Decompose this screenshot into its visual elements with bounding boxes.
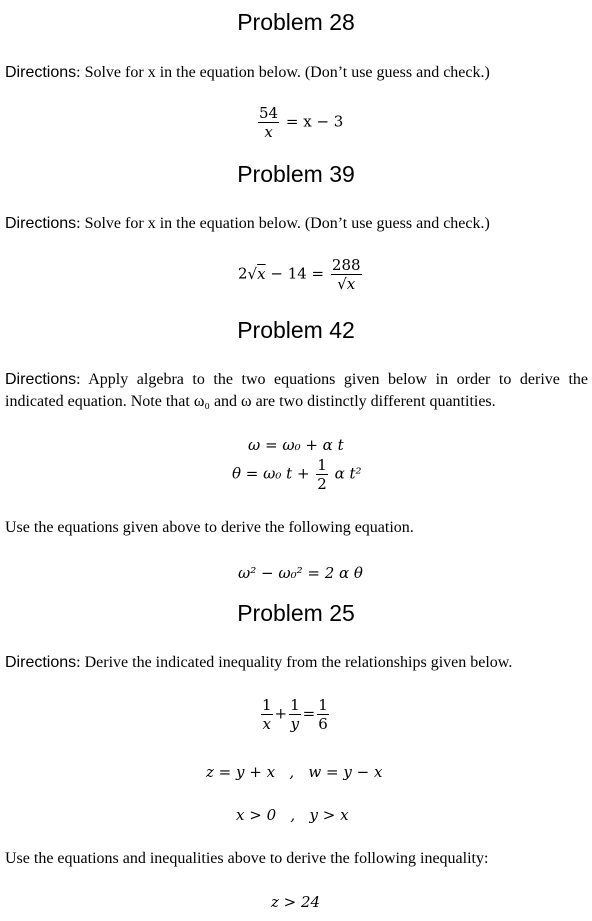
sqrt-x: √x [247,264,266,283]
p28-rhs: = x − 3 [285,112,344,131]
directions-text: : Solve for x in the equation below. (Don’t use guess and check.) [76,64,490,81]
p28-numerator: 54 [259,104,279,122]
p42-eq2-tail: α t² [334,464,362,483]
p42-eq2-lhs: θ = ω₀ t + [232,464,310,483]
problem-28-title: Problem 28 [237,9,355,35]
p42-eq2-num: 1 [317,456,327,474]
problem-25-followup: Use the equations and inequalities above to derive the following inequality: [5,850,489,867]
equation-p25-reciprocals: $\frac{1}{x}$ + $\frac{1}{y}$ = $\frac{1}{6}$ [262,696,328,733]
equation-p39 [238,256,364,293]
equation-p25-relations: z = y + x , w = y − x [206,763,383,781]
equation-p42-1: ω = ω₀ + α t [248,436,344,454]
problem-42-title: Problem 42 [237,317,355,343]
equation-p25-target: z > 24 [271,893,321,911]
problem-42-directions [5,369,588,413]
frac-1y-den: y [290,715,300,733]
directions-text: : Solve for x in the equation below. (Don’t use guess and check.) [76,215,490,232]
frac-1y-num: 1 [290,696,300,714]
problem-25-title: Problem 25 [237,600,355,626]
p39-coef: 2 [238,264,248,283]
equation-p42-target: ω² − ω₀² = 2 α θ [238,564,363,582]
directions-text: : Derive the indicated inequality from the relationships given below. [76,654,513,671]
p39-numerator: 288 [331,256,361,274]
frac-16-den: 6 [318,715,328,733]
equation-p42-2 [232,456,362,493]
equation-p28 [256,104,343,141]
p42-eq2-den: 2 [317,475,327,493]
sqrt-x-denominator: √x [337,275,356,293]
directions-label: Directions [5,654,77,671]
problem-28-directions [5,62,588,84]
problem-39-title: Problem 39 [237,161,355,187]
directions-label: Directions [5,215,77,232]
directions-label: Directions [5,371,77,388]
problem-39-directions [5,213,588,235]
frac-1x-num: 1 [262,696,272,714]
problem-25-directions [5,652,588,674]
frac-1x-den: x [262,715,271,733]
directions-text: : Apply algebra to the two equations given below in order to derive the indicated equation. Note that ω₀ and ω are two distinctly different quantities. [5,371,588,410]
frac-16-num: 1 [318,696,328,714]
p39-tail: − 14 = [270,264,325,283]
problem-42-followup: Use the equations given above to derive the following equation. [5,519,414,536]
p28-denominator: x [264,123,273,141]
directions-label: Directions [5,64,77,81]
equation-p25-conditions: x > 0 , y > x [236,806,349,824]
